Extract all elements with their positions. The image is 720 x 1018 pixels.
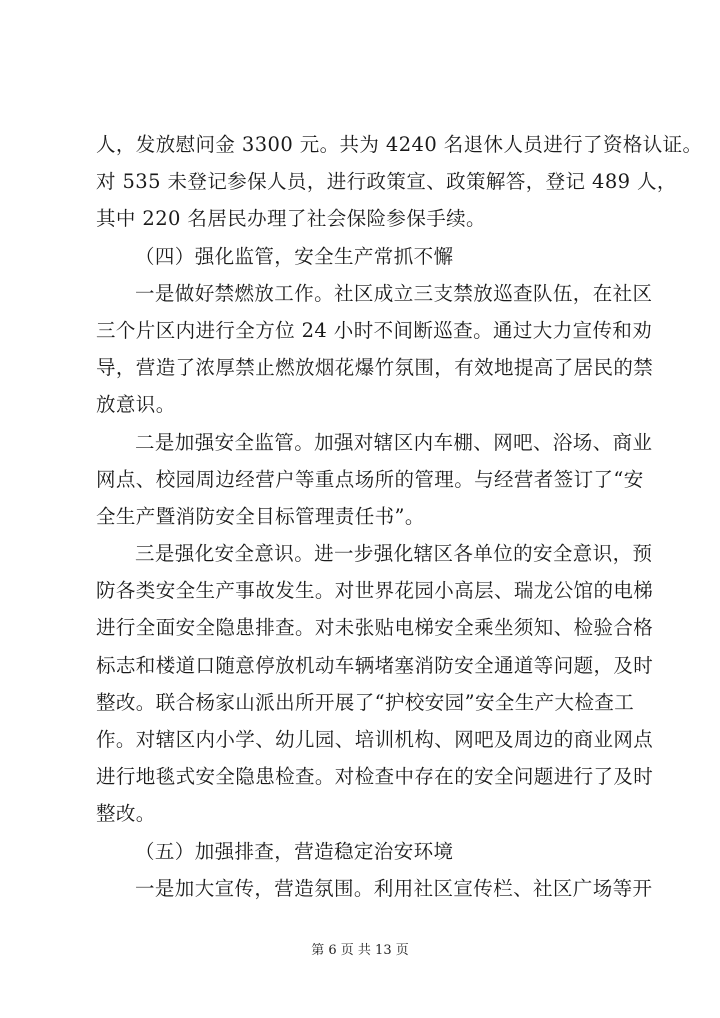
text-line: 全生产暨消防安全目标管理责任书”。 <box>96 504 425 528</box>
text-line: 二是加强安全监管。加强对辖区内车棚、网吧、浴场、商业 <box>135 430 653 454</box>
text-line: 一是加大宣传，营造氛围。利用社区宣传栏、社区广场等开 <box>135 876 653 900</box>
text-line: 放意识。 <box>96 393 176 417</box>
text-line: 整改。 <box>96 802 156 826</box>
text-line: 三个片区内进行全方位 24 小时不间断巡查。通过大力宣传和劝 <box>96 318 653 342</box>
text-line: （五）加强排查，营造稳定治安环境 <box>135 839 454 863</box>
text-line: 导，营造了浓厚禁止燃放烟花爆竹氛围，有效地提高了居民的禁 <box>96 356 654 380</box>
text-line: 进行全面安全隐患排查。对未张贴电梯安全乘坐须知、检验合格 <box>96 616 654 640</box>
text-line: 一是做好禁燃放工作。社区成立三支禁放巡查队伍，在社区 <box>135 281 653 305</box>
page-footer: 第 6 页 共 13 页 <box>311 943 409 958</box>
text-line: 整改。联合杨家山派出所开展了“护校安园”安全生产大检查工 <box>96 690 635 714</box>
text-line: 作。对辖区内小学、幼儿园、培训机构、网吧及周边的商业网点 <box>96 728 654 751</box>
text-line: 防各类安全生产事故发生。对世界花园小高层、瑞龙公馆的电梯 <box>96 579 654 603</box>
text-line: 标志和楼道口随意停放机动车辆堵塞消防安全通道等问题，及时 <box>96 653 654 677</box>
text-line: （四）强化监管，安全生产常抓不懈 <box>135 244 454 268</box>
text-line: 其中 220 名居民办理了社会保险参保手续。 <box>96 207 486 231</box>
text-line: 人，发放慰问金 3300 元。共为 4240 名退休人员进行了资格认证。 <box>96 133 703 156</box>
text-line: 对 535 未登记参保人员，进行政策宣、政策解答，登记 489 人， <box>96 170 677 194</box>
body-text <box>96 126 703 907</box>
text-line: 进行地毯式安全隐患检查。对检查中存在的安全问题进行了及时 <box>96 765 654 789</box>
text-line: 三是强化安全意识。进一步强化辖区各单位的安全意识，预 <box>135 542 653 566</box>
text-line: 网点、校园周边经营户等重点场所的管理。与经营者签订了“安 <box>96 467 644 491</box>
